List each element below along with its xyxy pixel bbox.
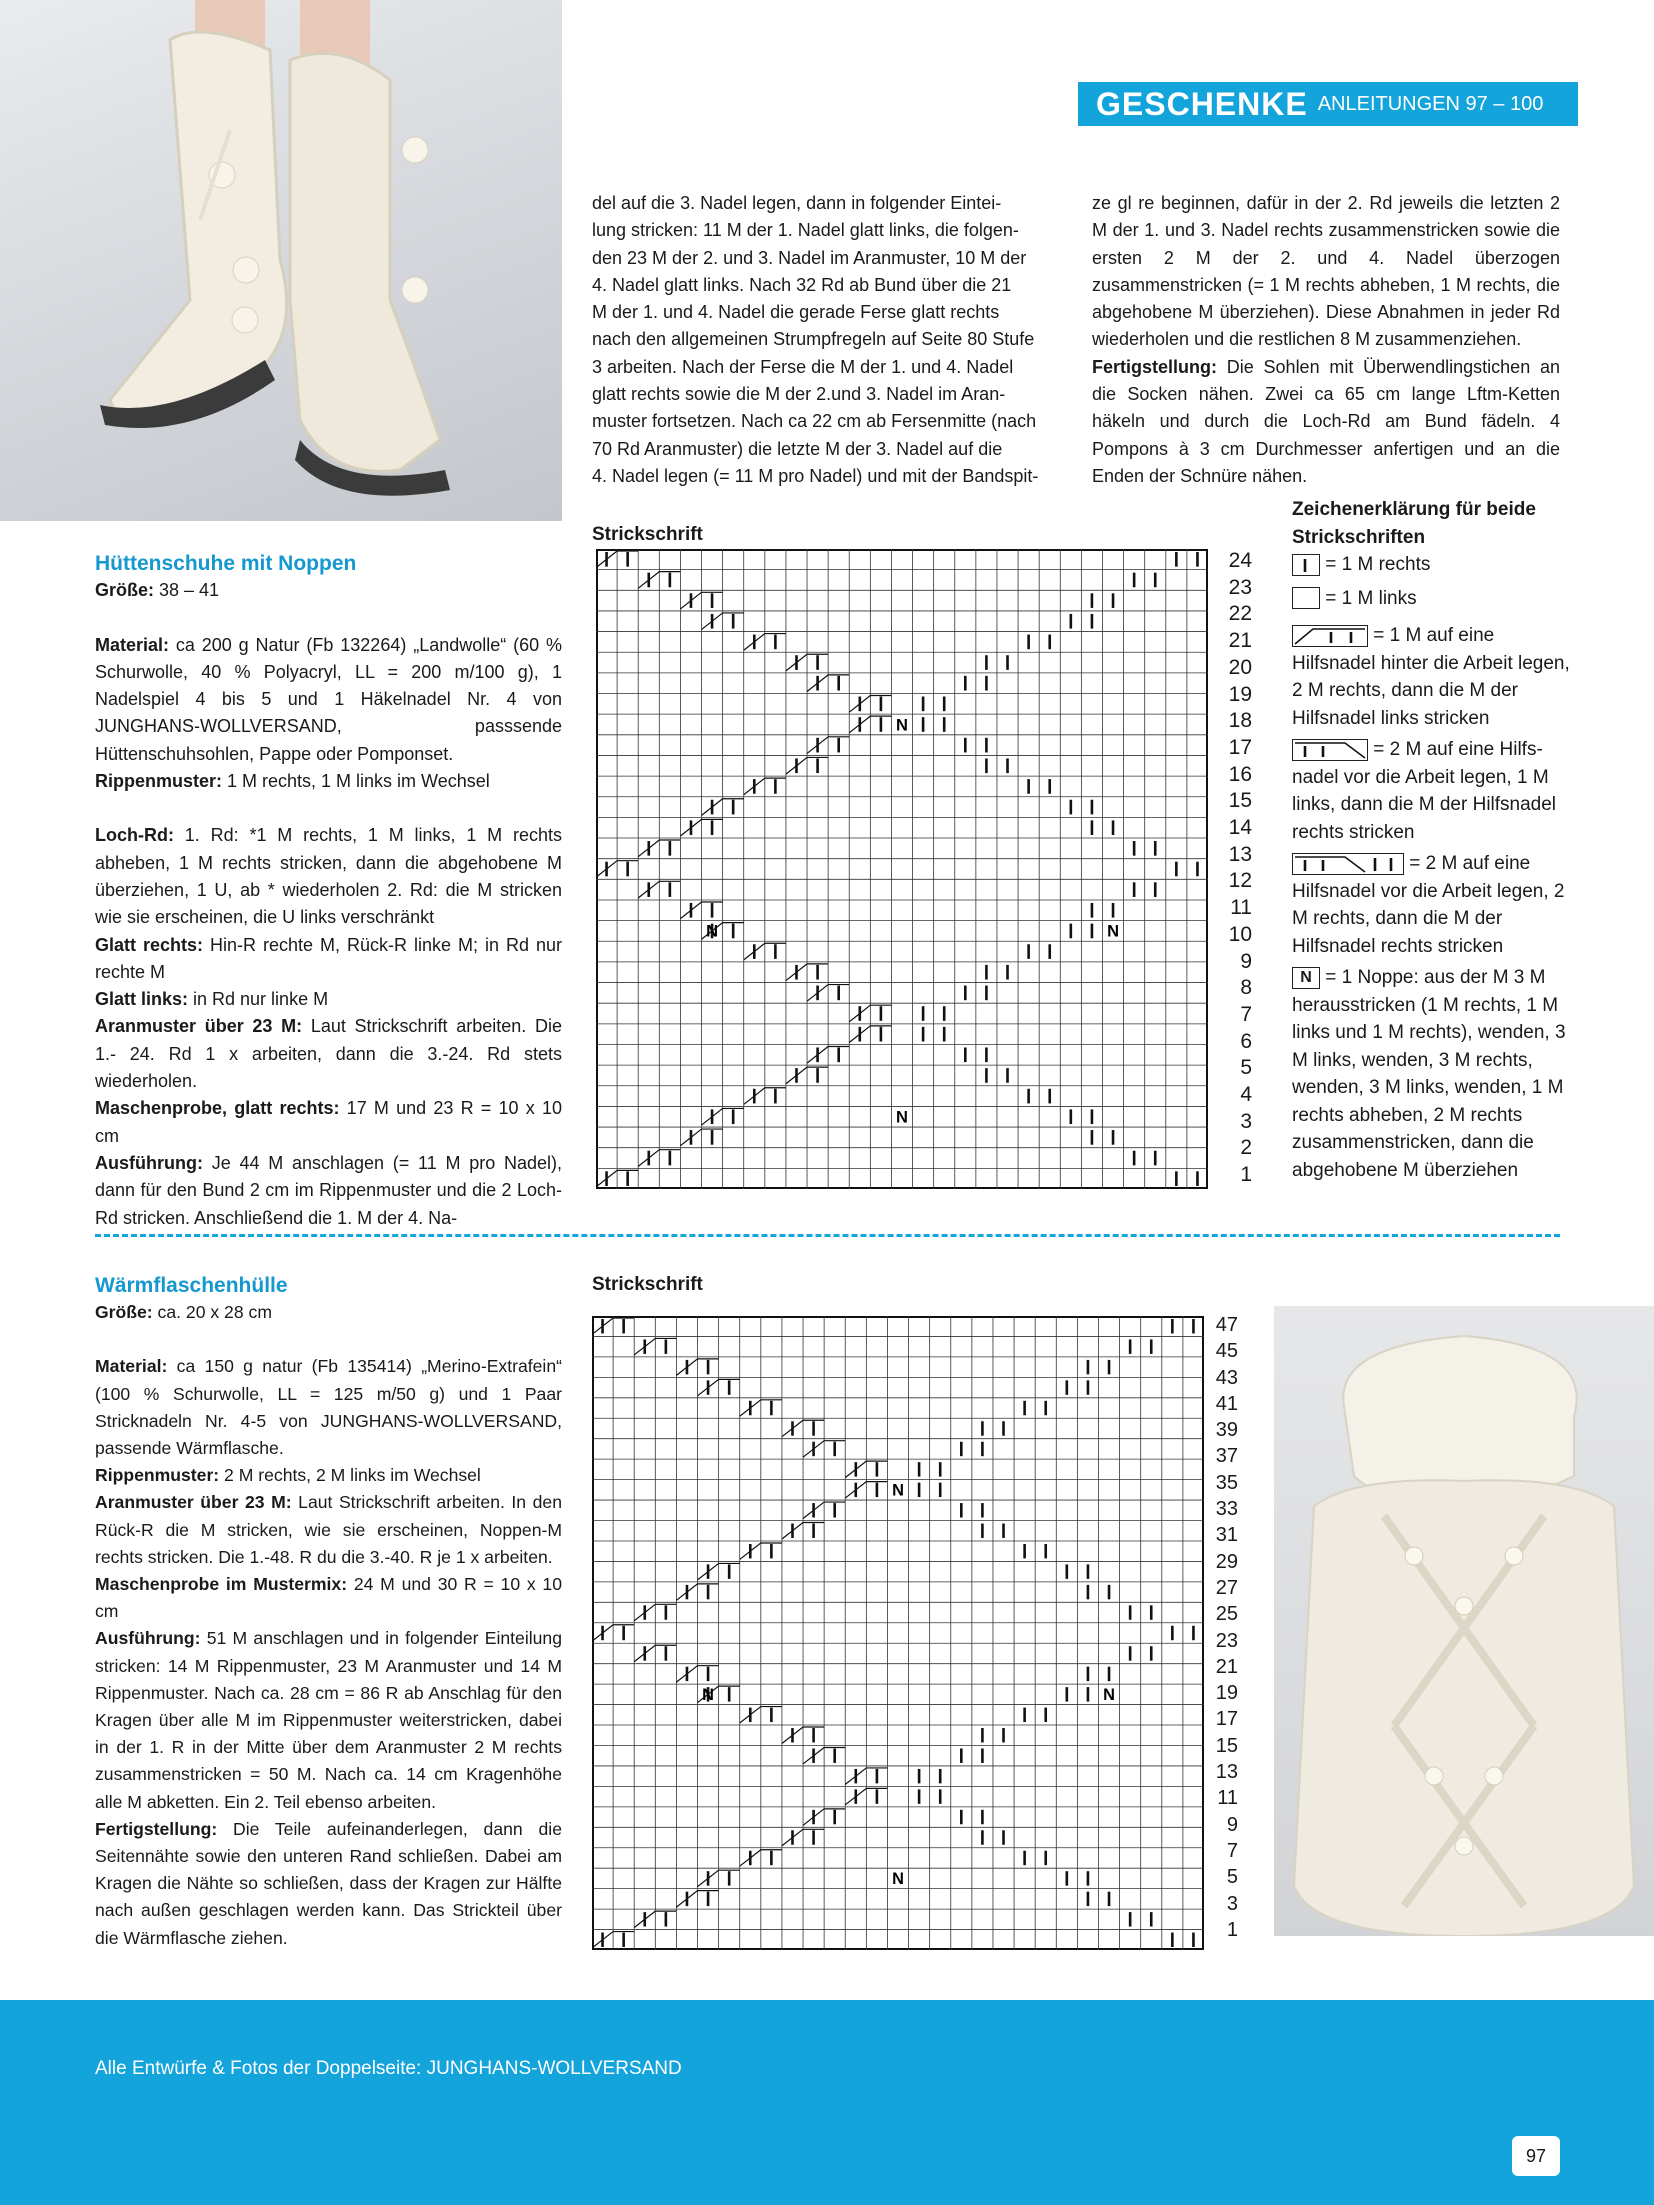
bobble-mark: N (892, 1870, 904, 1889)
row-number: 20 (1228, 655, 1252, 679)
row-number: 18 (1228, 709, 1252, 733)
row-number: 41 (1215, 1392, 1238, 1415)
row-number: 3 (1240, 1109, 1252, 1133)
row-number: 14 (1228, 816, 1252, 840)
row-number: 33 (1215, 1498, 1238, 1521)
bobble-mark: N (1103, 1686, 1115, 1705)
row-number: 43 (1215, 1366, 1238, 1389)
row-number: 9 (1240, 949, 1252, 973)
row-number: 37 (1215, 1445, 1238, 1468)
bottle-illustration (1274, 1306, 1654, 1936)
row-number: 22 (1228, 602, 1252, 626)
footer-bar (0, 2000, 1654, 2205)
row-number: 35 (1215, 1471, 1238, 1494)
chart-1-row-numbers (1212, 548, 1252, 1189)
row-number: 19 (1215, 1682, 1238, 1705)
bobble-mark: N (1107, 922, 1119, 941)
bobble-mark: N (896, 1108, 908, 1127)
row-number: 29 (1215, 1550, 1238, 1573)
row-number: 7 (1240, 1002, 1252, 1026)
row-number: 23 (1215, 1629, 1238, 1652)
row-number: 5 (1226, 1866, 1238, 1889)
row-number: 15 (1215, 1734, 1238, 1757)
section-subtitle: ANLEITUNGEN 97 – 100 (1317, 92, 1544, 115)
footer-credit: Alle Entwürfe & Fotos der Doppelseite: JUNGHANS-WOLLVERSAND (95, 2058, 682, 2079)
row-number: 5 (1240, 1056, 1252, 1080)
slippers-photo (0, 0, 562, 521)
slippers-instructions: Hüttenschuhe mit Noppen Größe: 38 – 41 Material: ca 200 g Natur (Fb 132264) „Landwolle“ (60 % Schurwolle, 40 % Polyacryl, LL = 200 m/100 g), 1 Nadelspiel 4 bis 5 und 1 Häkelnadel Nr. 4 von JUNGHANS-WOLLVERSAND, passsende Hüttenschuhsohlen, Pappe oder Pomponset. Rippenmuster: 1 M rechts, 1 M links im Wechsel Loch-Rd: 1. Rd: *1 M rechts, 1 M links, 1 M rechts abheben, 1 M rechts stricken, dann die abgehobene M überziehen, 1 U, ab * wiederholen 2. Rd: die M stricken wie sie erscheinen, die U links verschränkt Glatt rechts: Hin-R rechte M, Rück-R linke M; in Rd nur rechte M Glatt links: in Rd nur linke M Aranmuster über 23 M: Laut Strickschrift arbeiten. Die 1.- 24. Rd 1 x arbeiten, dann die 3.-24. Rd stets wiederholen. Maschenprobe, glatt rechts: 17 M und 23 R = 10 x 10 cm Ausführung: Je 44 M anschlagen (= 11 M pro Nadel), dann für den Bund 2 cm im Rippenmuster und die 2 Loch-Rd stricken. Anschließend die 1. M der 4. Na- (95, 552, 562, 1228)
chart-1-title: Strickschrift (592, 524, 703, 545)
bobble-symbol-icon: N (1292, 967, 1320, 989)
cable-front-knit-symbol-icon (1292, 853, 1404, 875)
row-number: 39 (1215, 1419, 1238, 1442)
row-number: 6 (1240, 1029, 1252, 1053)
bottle-title: Wärmflaschenhülle (95, 1274, 288, 1297)
row-number: 21 (1228, 629, 1252, 653)
row-number: 1 (1240, 1163, 1252, 1187)
column-2-top-text: del auf die 3. Nadel legen, dann in folgender Eintei- lung stricken: 11 M der 1. Nadel glatt links, die folgen- den 23 M der 2. und 3. Nadel im Aranmuster, 10 M der 4. Nadel glatt links. Nach 32 Rd ab Bund über die 21 M der 1. und 4. Nadel die gerade Ferse glatt rechts nach den allgemeinen Strumpfregeln auf Seite 80 Stufe 3 arbeiten. Nach der Ferse die M der 1. und 4. Nadel glatt rechts sowie die M der 2.und 3. Nadel im Aran- muster fortsetzen. Nach ca 22 cm ab Fersenmitte (nach 70 Rd Aranmuster) die letzte M der 3. Nadel auf die 4. Nadel legen (= 11 M pro Nadel) und mit der Bandspit- (592, 193, 1039, 486)
row-number: 3 (1226, 1892, 1238, 1915)
row-number: 2 (1240, 1136, 1252, 1160)
row-number: 15 (1228, 789, 1252, 813)
row-number: 24 (1228, 549, 1252, 572)
row-number: 17 (1228, 735, 1252, 759)
row-number: 21 (1215, 1655, 1238, 1678)
cable-back-symbol-icon (1292, 625, 1368, 647)
bobble-mark: N (892, 1481, 904, 1500)
row-number: 12 (1228, 869, 1252, 893)
row-number: 11 (1230, 896, 1252, 920)
bobble-mark: N (702, 1686, 714, 1705)
legend-title: Zeichenerklärung für beide Strickschriften (1292, 499, 1536, 548)
chart-2-title: Strickschrift (592, 1274, 703, 1295)
row-number: 13 (1215, 1761, 1238, 1784)
column-3-top-text: ze gl re beginnen, dafür in der 2. Rd jeweils die letzten 2 M der 1. und 3. Nadel rechts zusammenstricken sowie die ersten 2 M der 2. und 4. Nadel überzogen zusammenstricken (= 1 M rechts abheben, 1 M rechts, die abgehobene M überziehen). Diese Abnahmen in jeder Rd wiederholen und die restlichen 8 M zusammenziehen. Fertigstellung: Die Sohlen mit Überwendlingstichen an die Socken nähen. Zwei ca 65 cm lange Lftm-Ketten häkeln und durch die Loch-Rd am Bund fädeln. 4 Pompons à 3 cm Durchmesser anfertigen und an die Enden der Schnüre nähen. (1092, 193, 1560, 486)
section-divider (95, 1234, 1560, 1237)
row-number: 8 (1240, 976, 1252, 1000)
bobble-mark: N (896, 716, 908, 735)
row-number: 23 (1228, 575, 1252, 599)
slippers-illustration (0, 0, 562, 521)
row-number: 9 (1226, 1813, 1238, 1836)
row-number: 16 (1228, 762, 1252, 786)
section-title: GESCHENKE (1096, 85, 1308, 122)
knitting-chart-1 (596, 549, 1208, 1189)
row-number: 25 (1215, 1603, 1238, 1626)
row-number: 31 (1215, 1524, 1238, 1547)
row-number: 47 (1215, 1314, 1238, 1336)
knit-symbol-icon (1292, 554, 1320, 576)
chart-frame (597, 550, 1207, 1188)
knitting-chart-2 (592, 1316, 1204, 1950)
purl-symbol-icon (1292, 587, 1320, 609)
page-number: 97 (1512, 2136, 1560, 2176)
row-number: 45 (1215, 1340, 1238, 1363)
row-number: 10 (1228, 922, 1252, 946)
cable-front-purl-symbol-icon (1292, 739, 1368, 761)
section-header (1078, 82, 1578, 126)
bobble-mark: N (706, 922, 719, 941)
row-number: 19 (1228, 682, 1252, 706)
bottle-photo (1274, 1306, 1654, 1936)
row-number: 11 (1217, 1787, 1238, 1810)
bottle-instructions: Wärmflaschenhülle Größe: ca. 20 x 28 cm Material: ca 150 g natur (Fb 135414) „Merino-Extrafein“ (100 % Schurwolle, LL = 125 m/50 g) und 1 Paar Stricknadeln Nr. 4-5 von JUNGHANS-WOLLVERSAND, passende Wärmflasche. Rippenmuster: 2 M rechts, 2 M links im Wechsel Aranmuster über 23 M: Laut Strickschrift arbeiten. In den Rück-R die M stricken, wie sie erscheinen, Noppen-M rechts stricken. Die 1.-48. R du die 3.-40. R je 1 x arbeiten. Maschenprobe im Mustermix: 24 M und 30 R = 10 x 10 cm Ausführung: 51 M anschlagen und in folgender Einteilung stricken: 14 M Rippenmuster, 23 M Aranmuster und 14 M Rippenmuster. Nach ca. 28 cm = 86 R ab Anschlag für den Kragen über alle M im Rippenmuster weiterstricken, dabei in der 1. R in der Mitte über dem Aranmuster 2 M rechts zusammenstricken = 50 M. Nach ca. 14 cm Kragenhöhe alle M abketten. Ein 2. Teil ebenso arbeiten. Fertigstellung: Die Teile aufeinanderlegen, dann die Seitennähte sowie den unteren Rand schließen. Dabei am Kragen die Nähte so schließen, dass der Kragen zur Hälfte nach außen geschlagen werden kann. Das Strickteil über die Wärmflasche ziehen. (95, 1274, 562, 1948)
chart-2-row-numbers (1198, 1312, 1238, 1943)
chart-frame (593, 1317, 1203, 1949)
row-number: 27 (1215, 1576, 1238, 1599)
row-number: 17 (1215, 1708, 1238, 1731)
row-number: 13 (1228, 842, 1252, 866)
row-number: 1 (1226, 1918, 1238, 1941)
slippers-title: Hüttenschuhe mit Noppen (95, 552, 357, 575)
row-number: 4 (1240, 1083, 1252, 1107)
legend: Zeichenerklärung für beide Strickschriften = 1 M rechts = 1 M links = 1 M auf eine Hilfsnadel hinter die Arbeit legen, 2 M rechts, dann die M der Hilfsnadel links stricken = 2 M auf eine Hilfs- nadel vor die Arbeit legen, 1 M links, dann die M der Hilfsnadel rechts stricken = 2 M auf eine Hilfsnadel vor die Arbeit legen, 2 M rechts, dann die M der Hilfsnadel rechts stricken N = 1 Noppe: aus der M 3 M herausstricken (1 M rechts, 1 M links und 1 M rechts), wenden, 3 M links, wenden, 3 M rechts, wenden, 3 M links, wenden, 1 M rechts abheben, 2 M rechts zusammenstricken, dann die abgehobene M überziehen (1292, 496, 1582, 1184)
row-number: 7 (1226, 1839, 1238, 1862)
